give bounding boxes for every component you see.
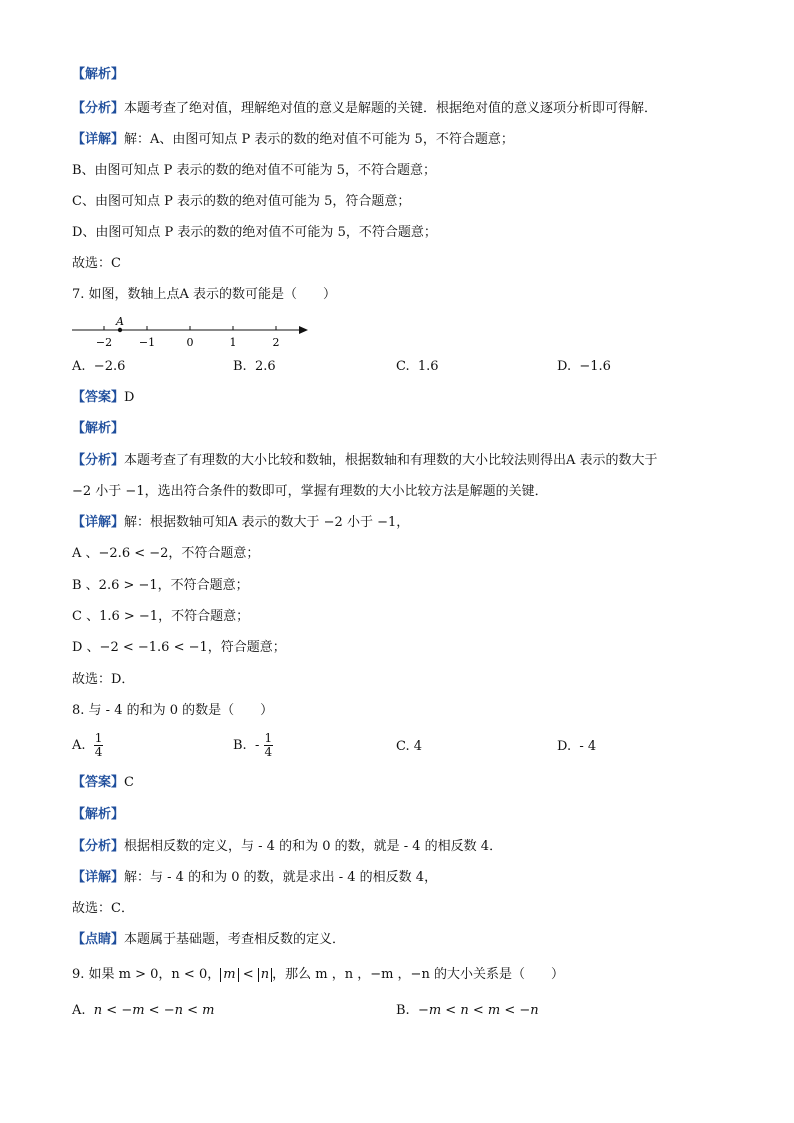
q7-jiexi: 【解析】	[72, 421, 125, 436]
q7-choose: 故选：D．	[72, 672, 135, 687]
q7-option-c[interactable]: C. 1.6	[396, 359, 439, 374]
q7-option-d[interactable]: D. −1.6	[557, 359, 611, 374]
q8-choose: 故选：C．	[72, 901, 134, 916]
q8-remark: 【点睛】本题属于基础题，考查相反数的定义．	[72, 932, 346, 947]
abs-m: m	[220, 968, 238, 982]
abs-n: n	[258, 968, 272, 982]
q8-jiexi: 【解析】	[72, 807, 125, 822]
q8-answer: 【答案】C	[72, 775, 134, 790]
fraction: $\frac{1}{4}$	[94, 731, 103, 759]
q8-option-a[interactable]: A. $\frac{1}{4}$	[72, 731, 103, 759]
q7-detail-d: D 、−2 < −1.6 < −1，符合题意；	[72, 640, 286, 655]
number-line-figure	[70, 314, 320, 354]
number-line-tick-label: 1	[229, 336, 237, 349]
q7-analysis-2: −2 小于 −1，选出符合条件的数即可，掌握有理数的大小比较方法是解题的关键．	[72, 484, 548, 499]
number-line-tick-label: 2	[272, 336, 280, 349]
choose-line: 故选：C	[72, 256, 121, 271]
detail-tag: 【详解】	[72, 132, 125, 147]
point-a-label: A	[116, 315, 124, 328]
jiexi-tag: 【解析】	[72, 67, 125, 82]
q7-option-a[interactable]: A. −2.6	[72, 359, 126, 374]
q8-option-c[interactable]: C. 4	[396, 739, 423, 754]
q9-option-b[interactable]: B. −m < n < m < −n	[396, 1003, 539, 1018]
number-line-tick-label: −2	[95, 336, 113, 349]
q9-option-a[interactable]: A. n < −m < −n < m	[72, 1003, 215, 1018]
q8-option-d[interactable]: D. - 4	[557, 739, 597, 754]
q7-detail: 【详解】解：根据数轴可知A 表示的数大于 −2 小于 −1，	[72, 515, 410, 530]
question-8: 8. 与 - 4 的和为 0 的数是（ ）	[72, 703, 274, 718]
number-line-tick-label: 0	[186, 336, 194, 349]
fraction: $\frac{1}{4}$	[264, 731, 273, 759]
detail-line-d: D、由图可知点 P 表示的数的绝对值不可能为 5，不符合题意；	[72, 225, 437, 240]
q7-detail-c: C 、1.6 > −1，不符合题意；	[72, 609, 250, 624]
question-7: 7. 如图，数轴上点A 表示的数可能是（ ）	[72, 287, 337, 302]
number-line-tick-label: −1	[138, 336, 156, 349]
q7-detail-b: B 、2.6 > −1，不符合题意；	[72, 578, 249, 593]
q8-detail: 【详解】解：与 - 4 的和为 0 的数，就是求出 - 4 的相反数 4，	[72, 870, 438, 885]
detail-line: 【详解】解：A、由图可知点 P 表示的数的绝对值不可能为 5，不符合题意；	[72, 132, 514, 147]
point-a	[118, 328, 122, 332]
q8-option-b[interactable]: B. - $\frac{1}{4}$	[233, 731, 273, 759]
analysis-line: 【分析】本题考查了绝对值，理解绝对值的意义是解题的关键．根据绝对值的意义逐项分析即可得解．	[72, 101, 658, 116]
q7-detail-a: A 、−2.6 < −2，不符合题意；	[72, 546, 260, 561]
detail-line-c: C、由图可知点 P 表示的数的绝对值可能为 5，符合题意；	[72, 194, 411, 209]
analysis-tag: 【分析】	[72, 101, 125, 116]
q7-analysis: 【分析】本题考查了有理数的大小比较和数轴，根据数轴和有理数的大小比较法则得出A 表示的数大于	[72, 453, 658, 468]
q8-analysis: 【分析】根据相反数的定义，与 - 4 的和为 0 的数，就是 - 4 的相反数 4．	[72, 839, 503, 854]
detail-line-b: B、由图可知点 P 表示的数的绝对值不可能为 5，不符合题意；	[72, 163, 436, 178]
q7-answer: 【答案】D	[72, 390, 135, 405]
question-9: 9. 如果 m > 0，n < 0， m < n ，那么 m ，n ，−m ，−n 的大小关系是（ ）	[72, 967, 564, 982]
q7-option-b[interactable]: B. 2.6	[233, 359, 276, 374]
